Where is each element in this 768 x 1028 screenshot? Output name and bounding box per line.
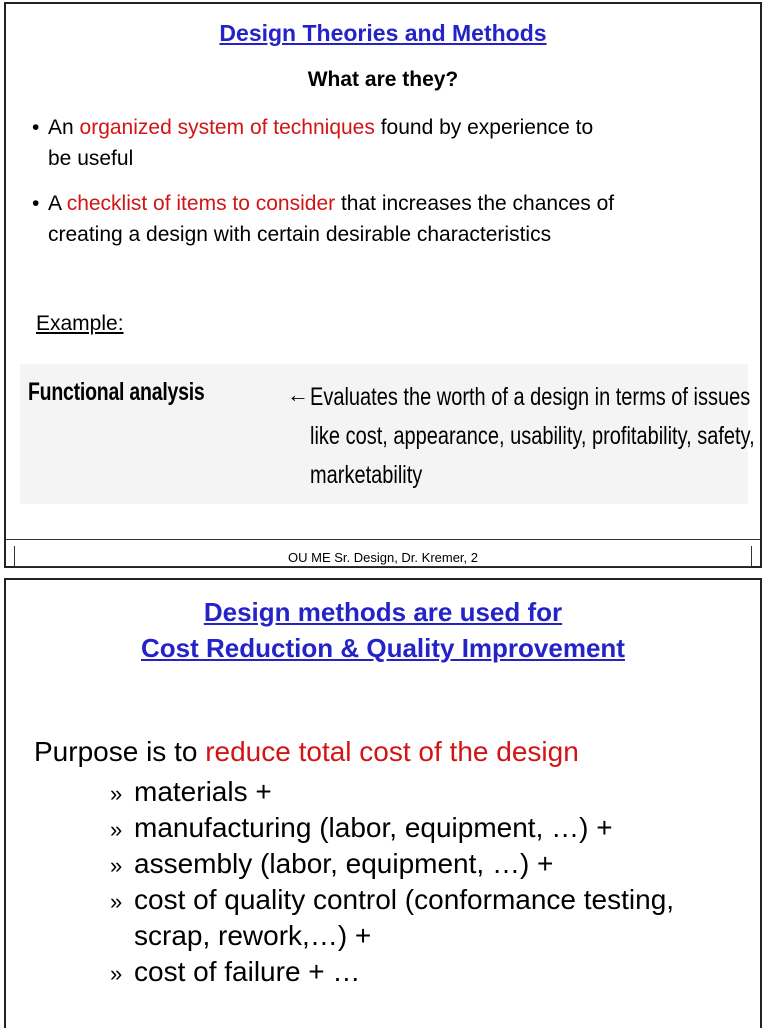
- bullet-marker: •: [32, 192, 40, 215]
- item-text: scrap, rework,…) +: [134, 920, 372, 951]
- purpose-text: Purpose is to: [34, 736, 206, 767]
- item-text: manufacturing (labor, equipment, …) +: [134, 812, 613, 843]
- cost-item: [110, 846, 553, 884]
- bullet-item: [32, 112, 752, 174]
- purpose-highlight: reduce total cost of the design: [205, 736, 579, 767]
- purpose-statement: [34, 736, 579, 768]
- item-marker: »: [110, 961, 123, 986]
- definition-line: marketability: [310, 461, 423, 489]
- definition-line: like cost, appearance, usability, profitability, safety,: [310, 422, 755, 450]
- title-line: Design methods are used for: [203, 597, 563, 627]
- item-text: cost of failure + …: [134, 956, 361, 987]
- left-arrow-icon: ←: [287, 382, 309, 407]
- example-label: Example:: [36, 312, 124, 335]
- bullet-highlight: organized system of techniques: [79, 116, 375, 139]
- item-marker: »: [110, 889, 123, 914]
- bullet-continuation: be useful: [48, 147, 134, 170]
- item-text: assembly (labor, equipment, …) +: [134, 848, 554, 879]
- bullet-continuation: creating a design with certain desirable characteristics: [48, 223, 552, 246]
- item-marker: »: [110, 817, 123, 842]
- cost-item: [110, 882, 674, 920]
- bullet-text: A: [48, 192, 67, 215]
- slide-title: Design Theories and Methods: [219, 20, 547, 46]
- title-line: Cost Reduction & Quality Improvement: [141, 633, 625, 663]
- bullet-text: found by experience to: [374, 116, 594, 139]
- item-text: cost of quality control (conformance testing,: [134, 884, 675, 915]
- example-definition: [310, 378, 758, 495]
- cost-item: [110, 810, 613, 848]
- slide-subtitle: What are they?: [307, 68, 459, 91]
- item-text: materials +: [134, 776, 272, 807]
- bullet-marker: •: [32, 116, 40, 139]
- cost-item: [110, 774, 272, 812]
- slide-footer: OU ME Sr. Design, Dr. Kremer, 2: [288, 550, 478, 565]
- cost-item-continuation: [134, 918, 371, 954]
- item-marker: »: [110, 781, 123, 806]
- example-term: Functional analysis: [28, 378, 205, 406]
- slide-1: [4, 2, 762, 568]
- bullet-text: An: [48, 116, 80, 139]
- slide-title: [6, 594, 760, 666]
- cost-item: [110, 954, 360, 992]
- item-marker: »: [110, 853, 123, 878]
- bullet-item: [32, 188, 752, 250]
- bullet-highlight: checklist of items to consider: [66, 192, 336, 215]
- definition-line: Evaluates the worth of a design in terms of issues: [310, 383, 751, 411]
- example-image: [20, 364, 755, 504]
- bullet-text: that increases the chances of: [335, 192, 615, 215]
- slide-2: [4, 578, 762, 1028]
- footer-divider: [6, 539, 760, 540]
